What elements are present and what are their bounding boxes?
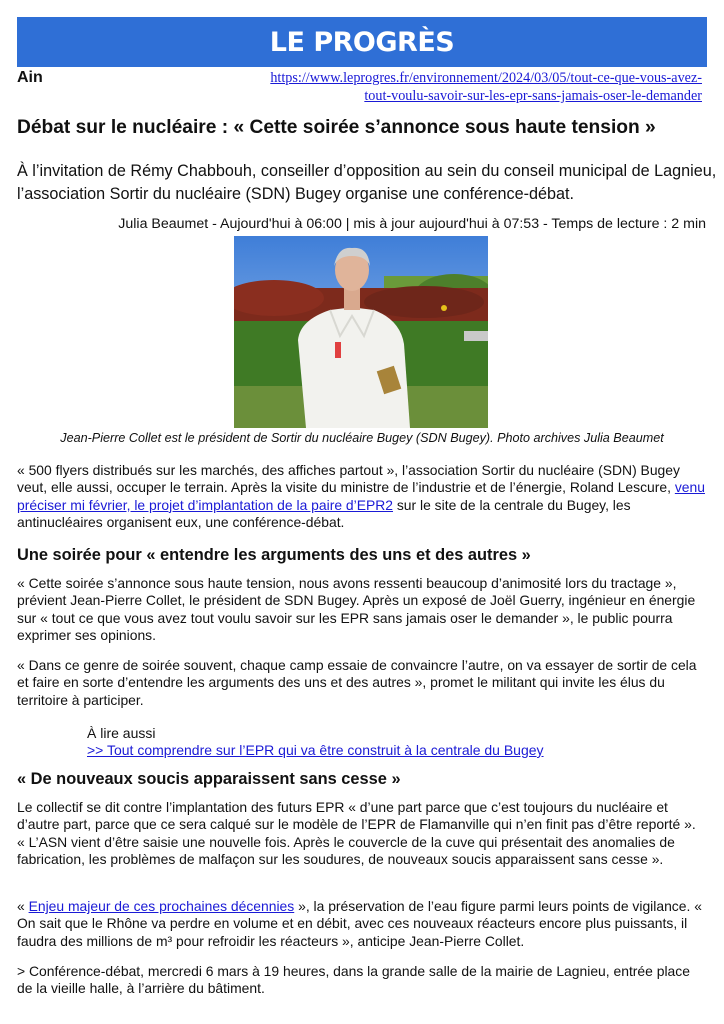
url-line-2: tout-voulu-savoir-sur-les-epr-sans-jamais-oser-le-demander (364, 88, 702, 104)
article-lead: À l’invitation de Rémy Chabbouh, conseiller d’opposition au sein du conseil municipal de Lagnieu, l’association Sortir du nucléaire (SDN) Bugey organise une conférence-débat. (17, 162, 717, 203)
site-logo[interactable]: LE PROGRÈS (269, 26, 455, 58)
subheading-1: Une soirée pour « entendre les arguments des uns et des autres » (17, 546, 531, 564)
paragraph-2: « Cette soirée s’annonce sous haute tension, nous avons ressenti beaucoup d’animosité lors du tractage », prévient Jean-Pierre Collet, le président de SDN Bugey. Après un exposé de Joël Guerry, ingénieur en énergie sur « tout ce que vous avez tout voulu savoir sur les EPR sans jamais oser le demander », le public pourra exprimer ses opinions. (17, 575, 696, 644)
paragraph-1 (17, 462, 707, 532)
photo-illustration (234, 236, 488, 428)
paragraph-3: « Dans ce genre de soirée souvent, chaque camp essaie de convaincre l’autre, on va essayer de sortir de cela et faire en sorte d’entendre les arguments des uns et des autres », promet le militant qui invite les élus du territoire à participer. (17, 657, 697, 708)
water-issue-link[interactable]: Enjeu majeur de ces prochaines décennies (28, 898, 295, 914)
photo-caption: Jean-Pierre Collet est le président de Sortir du nucléaire Bugey (SDN Bugey). Photo archives Julia Beaumet (60, 431, 664, 445)
epr2-project-link[interactable]: venu préciser mi février, le projet d’implantation de la paire d’EPR2 (17, 479, 705, 513)
read-also-label: À lire aussi (87, 725, 156, 741)
section-label: Ain (17, 69, 43, 86)
article-url-link[interactable] (232, 69, 702, 105)
paragraph-5-text: », la préservation de l’eau figure parmi leurs points de vigilance. « On sait que le Rhône va perdre en volume et en débit, avec ces nouveaux réacteurs encore plus puissants, il faudra des millions de m³ pour refroidir les réacteurs », anticipe Jean-Pierre Collet. (17, 898, 702, 949)
paragraph-5 (17, 898, 707, 950)
article-title: Débat sur le nucléaire : « Cette soirée s’annonce sous haute tension » (17, 117, 656, 138)
article-photo (234, 236, 488, 428)
paragraph-6: > Conférence-débat, mercredi 6 mars à 19 heures, dans la grande salle de la mairie de Lagnieu, entrée place de la vieille halle, à l’arrière du bâtiment. (17, 963, 690, 997)
read-also-link[interactable]: >> Tout comprendre sur l’EPR qui va être construit à la centrale du Bugey (87, 742, 544, 758)
article-byline: Julia Beaumet - Aujourd'hui à 06:00 | mis à jour aujourd'hui à 07:53 - Temps de lecture : 2 min (118, 216, 706, 232)
paragraph-4: Le collectif se dit contre l’implantation des futurs EPR « d’une part parce que c’est toujours du nucléaire et d’autre part, parce que ce sera calqué sur le modèle de l’EPR de Flamanville qui n’en finit pas d’être reporté ». « L’ASN vient d’être saisie une nouvelle fois. Après le couvercle de la cuve qui présentait des anomalies de fabrication, les problèmes de malfaçon sur les soudures, de nouveaux soucis apparaissent sans cesse ». (17, 799, 696, 868)
subheading-2: « De nouveaux soucis apparaissent sans cesse » (17, 770, 401, 788)
paragraph-1-end: sur le site de la centrale du Bugey, les antinucléaires organisent eux, une conférence-débat. (17, 496, 631, 531)
masthead (17, 17, 707, 67)
url-line-1: https://www.leprogres.fr/environnement/2024/03/05/tout-ce-que-vous-avez- (270, 70, 702, 86)
read-also-box (87, 725, 544, 759)
paragraph-5-start: « (17, 898, 29, 914)
paragraph-1-text: « 500 flyers distribués sur les marchés, des affiches partout », l’association Sortir du nucléaire (SDN) Bugey veut, elle aussi, occuper le terrain. Après la visite du ministre de l’industrie et de l’énergie, Roland Lescure, (17, 462, 680, 496)
